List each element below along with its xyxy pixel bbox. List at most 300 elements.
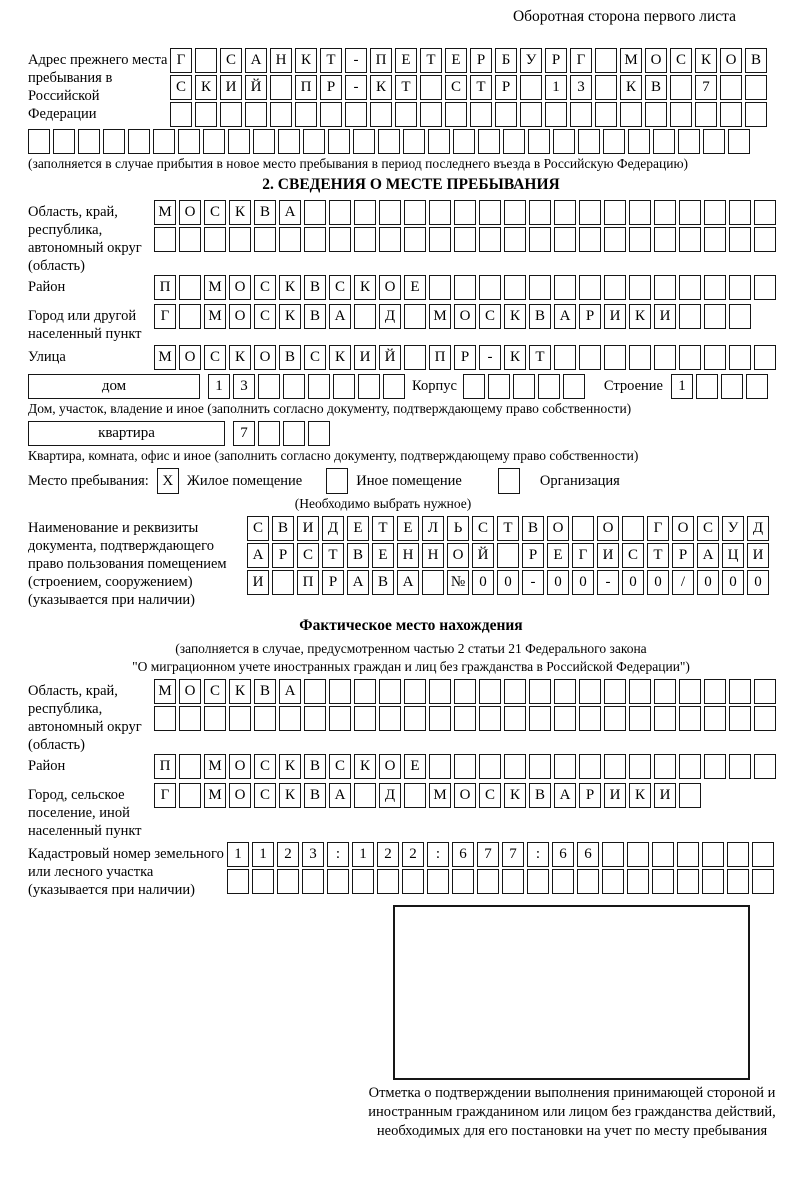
char-cell[interactable] — [504, 706, 526, 731]
char-cell[interactable] — [729, 275, 751, 300]
char-cell[interactable]: Е — [547, 543, 569, 568]
char-cell[interactable]: С — [329, 754, 351, 779]
char-cell[interactable]: 7 — [233, 421, 255, 446]
char-cell[interactable]: 3 — [570, 75, 592, 100]
char-cell[interactable] — [704, 227, 726, 252]
char-cell[interactable] — [679, 275, 701, 300]
char-cell[interactable] — [604, 275, 626, 300]
char-cell[interactable]: 0 — [697, 570, 719, 595]
char-cell[interactable] — [445, 102, 467, 127]
char-cell[interactable]: О — [454, 304, 476, 329]
char-cell[interactable]: Г — [154, 783, 176, 808]
char-cell[interactable]: Л — [422, 516, 444, 541]
char-cell[interactable]: В — [529, 783, 551, 808]
prev-address-row-2[interactable] — [170, 75, 770, 100]
char-cell[interactable] — [604, 345, 626, 370]
char-cell[interactable] — [272, 570, 294, 595]
char-cell[interactable]: М — [204, 783, 226, 808]
char-cell[interactable] — [604, 754, 626, 779]
char-cell[interactable] — [354, 679, 376, 704]
char-cell[interactable] — [379, 200, 401, 225]
char-cell[interactable] — [720, 75, 742, 100]
char-cell[interactable] — [570, 102, 592, 127]
char-cell[interactable]: В — [254, 679, 276, 704]
char-cell[interactable]: К — [295, 48, 317, 73]
char-cell[interactable] — [504, 200, 526, 225]
char-cell[interactable] — [629, 345, 651, 370]
char-cell[interactable] — [622, 516, 644, 541]
char-cell[interactable] — [28, 129, 50, 154]
char-cell[interactable] — [463, 374, 485, 399]
char-cell[interactable]: И — [354, 345, 376, 370]
char-cell[interactable] — [729, 706, 751, 731]
char-cell[interactable] — [654, 275, 676, 300]
char-cell[interactable]: М — [154, 200, 176, 225]
char-cell[interactable]: П — [154, 754, 176, 779]
char-cell[interactable]: Й — [379, 345, 401, 370]
char-cell[interactable] — [728, 129, 750, 154]
char-cell[interactable]: 1 — [227, 842, 249, 867]
char-cell[interactable] — [670, 75, 692, 100]
char-cell[interactable] — [654, 345, 676, 370]
char-cell[interactable]: К — [354, 754, 376, 779]
char-cell[interactable]: Р — [545, 48, 567, 73]
char-cell[interactable] — [554, 706, 576, 731]
cadastre-row-1[interactable] — [227, 842, 777, 867]
char-cell[interactable] — [577, 869, 599, 894]
char-cell[interactable] — [603, 129, 625, 154]
char-cell[interactable]: И — [747, 543, 769, 568]
char-cell[interactable] — [179, 783, 201, 808]
char-cell[interactable]: 0 — [647, 570, 669, 595]
street-row[interactable] — [154, 345, 779, 370]
char-cell[interactable]: 0 — [572, 570, 594, 595]
char-cell[interactable]: В — [347, 543, 369, 568]
char-cell[interactable]: К — [504, 304, 526, 329]
char-cell[interactable] — [679, 706, 701, 731]
char-cell[interactable] — [679, 754, 701, 779]
char-cell[interactable]: О — [379, 754, 401, 779]
char-cell[interactable]: 1 — [352, 842, 374, 867]
char-cell[interactable]: 0 — [622, 570, 644, 595]
char-cell[interactable] — [329, 679, 351, 704]
char-cell[interactable] — [404, 783, 426, 808]
char-cell[interactable] — [195, 102, 217, 127]
char-cell[interactable] — [277, 869, 299, 894]
char-cell[interactable] — [720, 102, 742, 127]
char-cell[interactable]: А — [347, 570, 369, 595]
char-cell[interactable]: Д — [379, 304, 401, 329]
char-cell[interactable]: К — [279, 304, 301, 329]
char-cell[interactable]: В — [304, 304, 326, 329]
char-cell[interactable] — [279, 706, 301, 731]
char-cell[interactable] — [629, 706, 651, 731]
char-cell[interactable] — [579, 200, 601, 225]
char-cell[interactable]: М — [204, 275, 226, 300]
char-cell[interactable] — [678, 129, 700, 154]
char-cell[interactable]: - — [479, 345, 501, 370]
char-cell[interactable] — [752, 869, 774, 894]
char-cell[interactable] — [422, 570, 444, 595]
char-cell[interactable] — [528, 129, 550, 154]
char-cell[interactable]: К — [279, 275, 301, 300]
char-cell[interactable]: Р — [272, 543, 294, 568]
char-cell[interactable] — [552, 869, 574, 894]
document-row-1[interactable] — [247, 516, 772, 541]
char-cell[interactable] — [479, 200, 501, 225]
char-cell[interactable]: М — [154, 679, 176, 704]
stroenie-row[interactable] — [671, 374, 771, 399]
char-cell[interactable]: Р — [579, 304, 601, 329]
char-cell[interactable]: Е — [404, 275, 426, 300]
char-cell[interactable] — [563, 374, 585, 399]
char-cell[interactable]: К — [279, 754, 301, 779]
char-cell[interactable]: Б — [495, 48, 517, 73]
char-cell[interactable] — [404, 679, 426, 704]
char-cell[interactable]: К — [504, 783, 526, 808]
char-cell[interactable]: К — [195, 75, 217, 100]
char-cell[interactable] — [579, 679, 601, 704]
char-cell[interactable]: Д — [322, 516, 344, 541]
char-cell[interactable] — [503, 129, 525, 154]
char-cell[interactable]: И — [654, 783, 676, 808]
char-cell[interactable] — [170, 102, 192, 127]
char-cell[interactable]: В — [304, 275, 326, 300]
char-cell[interactable]: К — [329, 345, 351, 370]
char-cell[interactable] — [704, 754, 726, 779]
char-cell[interactable]: Й — [245, 75, 267, 100]
char-cell[interactable] — [504, 227, 526, 252]
char-cell[interactable] — [704, 706, 726, 731]
char-cell[interactable] — [253, 129, 275, 154]
char-cell[interactable]: С — [472, 516, 494, 541]
char-cell[interactable]: О — [447, 543, 469, 568]
char-cell[interactable]: Г — [572, 543, 594, 568]
char-cell[interactable]: 1 — [208, 374, 230, 399]
char-cell[interactable] — [479, 706, 501, 731]
char-cell[interactable]: И — [604, 304, 626, 329]
char-cell[interactable]: В — [522, 516, 544, 541]
char-cell[interactable] — [379, 227, 401, 252]
char-cell[interactable] — [696, 374, 718, 399]
char-cell[interactable]: С — [297, 543, 319, 568]
char-cell[interactable]: 0 — [547, 570, 569, 595]
char-cell[interactable]: С — [304, 345, 326, 370]
char-cell[interactable] — [154, 706, 176, 731]
char-cell[interactable] — [354, 783, 376, 808]
char-cell[interactable] — [354, 200, 376, 225]
char-cell[interactable] — [704, 304, 726, 329]
char-cell[interactable] — [620, 102, 642, 127]
char-cell[interactable] — [704, 345, 726, 370]
char-cell[interactable]: О — [645, 48, 667, 73]
char-cell[interactable] — [595, 48, 617, 73]
char-cell[interactable]: Й — [472, 543, 494, 568]
actual-region-row-1[interactable] — [154, 679, 779, 704]
char-cell[interactable] — [545, 102, 567, 127]
char-cell[interactable]: : — [327, 842, 349, 867]
char-cell[interactable]: П — [295, 75, 317, 100]
char-cell[interactable] — [329, 706, 351, 731]
char-cell[interactable]: О — [672, 516, 694, 541]
char-cell[interactable] — [352, 869, 374, 894]
char-cell[interactable] — [327, 869, 349, 894]
char-cell[interactable]: К — [629, 783, 651, 808]
char-cell[interactable]: И — [654, 304, 676, 329]
char-cell[interactable] — [308, 374, 330, 399]
char-cell[interactable]: О — [229, 304, 251, 329]
char-cell[interactable] — [654, 706, 676, 731]
char-cell[interactable]: М — [429, 783, 451, 808]
region-row-1[interactable] — [154, 200, 779, 225]
char-cell[interactable]: Н — [270, 48, 292, 73]
char-cell[interactable]: В — [645, 75, 667, 100]
char-cell[interactable] — [653, 129, 675, 154]
char-cell[interactable]: - — [522, 570, 544, 595]
char-cell[interactable] — [103, 129, 125, 154]
char-cell[interactable] — [504, 679, 526, 704]
char-cell[interactable]: Д — [747, 516, 769, 541]
char-cell[interactable] — [404, 706, 426, 731]
char-cell[interactable]: Т — [470, 75, 492, 100]
char-cell[interactable]: У — [722, 516, 744, 541]
char-cell[interactable]: С — [254, 304, 276, 329]
char-cell[interactable]: - — [597, 570, 619, 595]
char-cell[interactable]: Е — [445, 48, 467, 73]
char-cell[interactable]: К — [229, 679, 251, 704]
char-cell[interactable]: Е — [347, 516, 369, 541]
char-cell[interactable] — [754, 345, 776, 370]
char-cell[interactable] — [404, 200, 426, 225]
char-cell[interactable] — [679, 345, 701, 370]
char-cell[interactable] — [652, 842, 674, 867]
char-cell[interactable] — [602, 842, 624, 867]
char-cell[interactable] — [629, 275, 651, 300]
char-cell[interactable] — [628, 129, 650, 154]
char-cell[interactable]: С — [254, 275, 276, 300]
char-cell[interactable]: С — [622, 543, 644, 568]
char-cell[interactable] — [579, 227, 601, 252]
char-cell[interactable]: Е — [404, 754, 426, 779]
char-cell[interactable] — [270, 102, 292, 127]
char-cell[interactable] — [378, 129, 400, 154]
char-cell[interactable]: А — [697, 543, 719, 568]
char-cell[interactable] — [358, 374, 380, 399]
char-cell[interactable]: - — [345, 48, 367, 73]
char-cell[interactable] — [629, 754, 651, 779]
char-cell[interactable]: : — [427, 842, 449, 867]
char-cell[interactable]: 1 — [545, 75, 567, 100]
char-cell[interactable] — [513, 374, 535, 399]
flat-type-box[interactable]: квартира — [28, 421, 225, 446]
region-row-2[interactable] — [154, 227, 779, 252]
char-cell[interactable] — [333, 374, 355, 399]
char-cell[interactable] — [579, 754, 601, 779]
actual-city-row[interactable] — [154, 783, 704, 808]
char-cell[interactable] — [602, 869, 624, 894]
char-cell[interactable]: 0 — [497, 570, 519, 595]
char-cell[interactable]: К — [279, 783, 301, 808]
char-cell[interactable] — [572, 516, 594, 541]
char-cell[interactable] — [304, 706, 326, 731]
char-cell[interactable] — [529, 275, 551, 300]
char-cell[interactable]: 0 — [747, 570, 769, 595]
char-cell[interactable] — [677, 842, 699, 867]
prev-address-row-4[interactable] — [28, 129, 794, 154]
char-cell[interactable] — [704, 200, 726, 225]
char-cell[interactable] — [504, 275, 526, 300]
char-cell[interactable]: В — [372, 570, 394, 595]
char-cell[interactable]: О — [720, 48, 742, 73]
char-cell[interactable]: № — [447, 570, 469, 595]
char-cell[interactable]: К — [229, 345, 251, 370]
char-cell[interactable] — [754, 200, 776, 225]
char-cell[interactable]: С — [220, 48, 242, 73]
char-cell[interactable] — [529, 706, 551, 731]
char-cell[interactable]: А — [279, 679, 301, 704]
korpus-row[interactable] — [463, 374, 588, 399]
char-cell[interactable]: И — [247, 570, 269, 595]
flat-number-row[interactable] — [233, 421, 333, 446]
char-cell[interactable]: Г — [170, 48, 192, 73]
char-cell[interactable]: Р — [470, 48, 492, 73]
char-cell[interactable] — [670, 102, 692, 127]
char-cell[interactable] — [754, 754, 776, 779]
char-cell[interactable]: 6 — [452, 842, 474, 867]
char-cell[interactable] — [745, 75, 767, 100]
char-cell[interactable] — [179, 304, 201, 329]
char-cell[interactable]: И — [220, 75, 242, 100]
char-cell[interactable] — [420, 75, 442, 100]
char-cell[interactable]: А — [397, 570, 419, 595]
char-cell[interactable]: А — [554, 783, 576, 808]
char-cell[interactable] — [529, 754, 551, 779]
prev-address-row-3[interactable] — [170, 102, 770, 127]
char-cell[interactable] — [78, 129, 100, 154]
char-cell[interactable] — [195, 48, 217, 73]
char-cell[interactable] — [453, 129, 475, 154]
char-cell[interactable] — [504, 754, 526, 779]
char-cell[interactable] — [729, 200, 751, 225]
char-cell[interactable] — [354, 227, 376, 252]
char-cell[interactable]: В — [304, 754, 326, 779]
actual-district-row[interactable] — [154, 754, 779, 779]
char-cell[interactable]: О — [229, 275, 251, 300]
char-cell[interactable]: И — [604, 783, 626, 808]
char-cell[interactable] — [629, 200, 651, 225]
char-cell[interactable] — [377, 869, 399, 894]
char-cell[interactable] — [604, 679, 626, 704]
char-cell[interactable] — [754, 679, 776, 704]
char-cell[interactable] — [479, 227, 501, 252]
char-cell[interactable] — [295, 102, 317, 127]
char-cell[interactable] — [746, 374, 768, 399]
char-cell[interactable]: С — [479, 783, 501, 808]
house-number-row[interactable] — [208, 374, 408, 399]
char-cell[interactable]: М — [620, 48, 642, 73]
char-cell[interactable] — [520, 102, 542, 127]
char-cell[interactable] — [554, 275, 576, 300]
char-cell[interactable] — [429, 754, 451, 779]
char-cell[interactable] — [283, 374, 305, 399]
char-cell[interactable] — [754, 275, 776, 300]
char-cell[interactable] — [429, 275, 451, 300]
char-cell[interactable] — [379, 679, 401, 704]
char-cell[interactable]: М — [154, 345, 176, 370]
char-cell[interactable]: - — [345, 75, 367, 100]
district-row[interactable] — [154, 275, 779, 300]
char-cell[interactable] — [727, 842, 749, 867]
char-cell[interactable] — [679, 679, 701, 704]
char-cell[interactable] — [529, 679, 551, 704]
char-cell[interactable] — [538, 374, 560, 399]
char-cell[interactable]: С — [479, 304, 501, 329]
char-cell[interactable]: А — [329, 783, 351, 808]
char-cell[interactable] — [179, 754, 201, 779]
char-cell[interactable] — [645, 102, 667, 127]
char-cell[interactable]: 3 — [233, 374, 255, 399]
char-cell[interactable]: / — [672, 570, 694, 595]
char-cell[interactable] — [252, 869, 274, 894]
char-cell[interactable] — [745, 102, 767, 127]
char-cell[interactable]: 0 — [722, 570, 744, 595]
char-cell[interactable]: Т — [322, 543, 344, 568]
char-cell[interactable]: Т — [529, 345, 551, 370]
char-cell[interactable]: Г — [647, 516, 669, 541]
char-cell[interactable]: О — [597, 516, 619, 541]
char-cell[interactable] — [179, 227, 201, 252]
char-cell[interactable] — [283, 421, 305, 446]
char-cell[interactable]: А — [554, 304, 576, 329]
char-cell[interactable]: М — [204, 754, 226, 779]
char-cell[interactable] — [254, 227, 276, 252]
char-cell[interactable] — [729, 304, 751, 329]
char-cell[interactable] — [179, 706, 201, 731]
char-cell[interactable]: О — [229, 783, 251, 808]
char-cell[interactable]: С — [247, 516, 269, 541]
char-cell[interactable] — [454, 754, 476, 779]
char-cell[interactable] — [204, 227, 226, 252]
char-cell[interactable] — [479, 754, 501, 779]
char-cell[interactable]: Р — [672, 543, 694, 568]
char-cell[interactable]: П — [154, 275, 176, 300]
char-cell[interactable] — [754, 706, 776, 731]
char-cell[interactable]: В — [254, 200, 276, 225]
char-cell[interactable]: А — [279, 200, 301, 225]
char-cell[interactable]: К — [354, 275, 376, 300]
char-cell[interactable] — [529, 227, 551, 252]
char-cell[interactable]: Р — [320, 75, 342, 100]
char-cell[interactable]: О — [547, 516, 569, 541]
char-cell[interactable] — [220, 102, 242, 127]
char-cell[interactable] — [303, 129, 325, 154]
char-cell[interactable] — [454, 275, 476, 300]
char-cell[interactable] — [395, 102, 417, 127]
char-cell[interactable] — [654, 679, 676, 704]
char-cell[interactable]: Е — [397, 516, 419, 541]
char-cell[interactable] — [703, 129, 725, 154]
char-cell[interactable] — [404, 304, 426, 329]
char-cell[interactable]: С — [170, 75, 192, 100]
char-cell[interactable] — [302, 869, 324, 894]
char-cell[interactable] — [228, 129, 250, 154]
char-cell[interactable] — [729, 227, 751, 252]
char-cell[interactable] — [527, 869, 549, 894]
char-cell[interactable]: 6 — [577, 842, 599, 867]
char-cell[interactable]: С — [254, 754, 276, 779]
city-row[interactable] — [154, 304, 754, 329]
char-cell[interactable] — [604, 200, 626, 225]
